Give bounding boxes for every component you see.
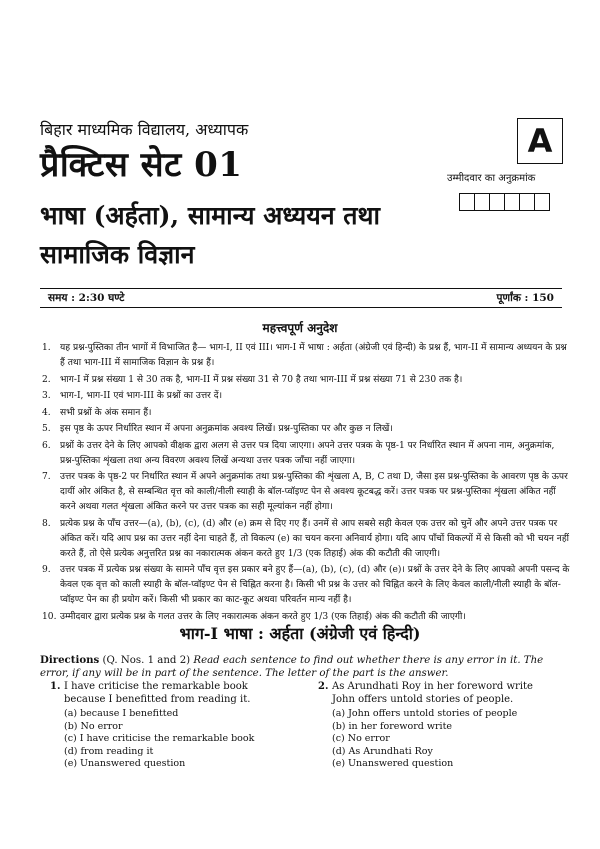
option-e: (e) Unanswered question xyxy=(332,758,454,769)
option-b: (b) in her foreword write xyxy=(332,720,453,732)
instruction-item: 10. उम्मीदवार द्वारा प्रत्येक प्रश्न के गलत उत्तर के लिए नकारात्मक अंकन करते हुए 1/3 (एक तिहाई) अंक की कटौती की जाएगी। xyxy=(42,611,466,622)
exam-time: समय : 2:30 घण्टे xyxy=(48,292,125,304)
roll-digit-box xyxy=(489,193,505,211)
option-a: (a) because I benefitted xyxy=(64,708,179,719)
option-d: (d) As Arundhati Roy xyxy=(332,745,433,757)
instruction-item: 5. इस पृष्ठ के ऊपर निर्धारित स्थान में अपना अनुक्रमांक अवश्य लिखें। प्रश्न-पुस्तिका पर और कुछ न लिखें। xyxy=(42,424,393,434)
paper-heading-line1: भाषा (अर्हता), सामान्य अध्ययन तथा xyxy=(40,201,381,230)
instruction-item: 7. उत्तर पत्रक के पृष्ठ-2 पर निर्धारित स्थान में अपने अनुक्रमांक तथा प्रश्न-पुस्तिका की शृंखला A, B, C तथा D, जैसा इस प्रश्न-पुस्तिका के आवरण पृष्ठ के ऊपर दायीं ओर अंकित है, से सम्बन्धित वृत्त को काली/नीली स्याही के बॉल-प्वॉइण्ट पेन से अवश्य कूटबद्ध करें। उत्तर पत्रक पर प्रश्न-पुस्तिका शृंखला अंकित नहीं करने अथवा गलत शृंखला अंकित करने पर उत्तर पत्रक का सही मूल्यांकन नहीं होगा। xyxy=(42,472,568,512)
exam-info-bar xyxy=(40,288,562,308)
roll-digit-box xyxy=(504,193,520,211)
exam-total-marks: पूर्णांक : 150 xyxy=(496,292,554,304)
roll-digit-box xyxy=(534,193,550,211)
question-1 xyxy=(50,681,290,771)
question-2 xyxy=(318,681,558,771)
question-options xyxy=(332,708,558,771)
instruction-item: 1. यह प्रश्न-पुस्तिका तीन भागों में विभाजित है— भाग-I, II एवं III। भाग-I में भाषा : अर्हता (अंग्रेजी एवं हिन्दी) के प्रश्न हैं, भाग-II में सामान्य अध्ययन के प्रश्न हैं तथा भाग-III में सामाजिक विज्ञान के प्रश्न हैं। xyxy=(42,343,567,368)
paper-heading-line2: सामाजिक विज्ञान xyxy=(40,240,195,269)
option-b: (b) No error xyxy=(64,720,123,732)
instructions-heading: महत्त्वपूर्ण अनुदेश xyxy=(262,321,338,335)
question-stem: I have criticise the remarkable book because I benefitted from reading it. xyxy=(64,681,251,705)
directions-text: Read each sentence to find out whether there is any error in it. The error, if any will be in part of the sentence. The letter of the part is the answer. xyxy=(40,655,544,679)
option-c: (c) I have criticise the remarkable book xyxy=(64,733,255,744)
question-number: 1. xyxy=(50,681,61,692)
directions-label: Directions xyxy=(40,654,100,666)
option-c: (c) No error xyxy=(332,733,390,744)
instruction-item: 2. भाग-I में प्रश्न संख्या 1 से 30 तक है, भाग-II में प्रश्न संख्या 31 से 70 है तथा भाग-III में प्रश्न संख्या 71 से 230 तक है। xyxy=(42,374,463,385)
question-stem: As Arundhati Roy in her foreword write John offers untold stories of people. xyxy=(332,681,533,705)
option-e: (e) Unanswered question xyxy=(64,758,186,769)
option-a: (a) John offers untold stories of people xyxy=(332,708,518,719)
option-d: (d) from reading it xyxy=(64,745,154,757)
roll-digit-box xyxy=(474,193,490,211)
directions-range: (Q. Nos. 1 and 2) xyxy=(102,655,191,666)
roll-number-boxes xyxy=(460,193,550,211)
instruction-item: 6. प्रश्नों के उत्तर देने के लिए आपको वीक्षक द्वारा अलग से उत्तर पत्र दिया जाएगा। अपने उत्तर पत्रक के पृष्ठ-1 पर निर्धारित स्थान में अपना नाम, अनुक्रमांक, प्रश्न-पुस्तिका शृंखला तथा अन्य विवरण अवश्य लिखें अन्यथा उत्तर पत्रक जाँचा नहीं जाएगा। xyxy=(42,440,555,466)
roll-digit-box xyxy=(519,193,535,211)
instruction-item: 8. प्रत्येक प्रश्न के पाँच उत्तर—(a), (b), (c), (d) और (e) क्रम से दिए गए हैं। उनमें से आप सबसे सही केवल एक उत्तर को चुनें और अपने उत्तर पत्रक पर अंकित करें। यदि आप प्रश्न का उत्तर नहीं देना चाहते हैं, तो विकल्प (e) का चयन करना अनिवार्य होगा। यदि आप पाँचों विकल्पों में से किसी को भी चयन नहीं करते हैं, तो ऐसे प्रत्येक अनुत्तरित प्रश्न का नकारात्मक अंकन करते हुए 1/3 (एक तिहाई) अंक की कटौती की जाएगी। xyxy=(42,518,570,559)
roll-number-label: उम्मीदवार का अनुक्रमांक xyxy=(447,173,536,184)
instruction-item: 4. सभी प्रश्नों के अंक समान हैं। xyxy=(42,407,152,418)
instruction-item: 9. उत्तर पत्रक में प्रत्येक प्रश्न संख्या के सामने पाँच वृत्त इस प्रकार बने हुए हैं—(a), (b), (c), (d) और (e)। प्रश्नों के उत्तर देने के लिए आपको अपनी पसन्द के केवल एक वृत्त को काली स्याही के बॉल-प्वॉइण्ट पेन से चिह्नित करना है। किसी भी प्रश्न के उत्तर को चिह्नित करने के लिए केवल काली/नीली स्याही के बॉल-प्वॉइण्ट पेन का ही प्रयोग करें। किसी भी प्रकार का काट-कूट अथवा परिवर्तन मान्य नहीं है। xyxy=(42,565,570,605)
paper-heading xyxy=(40,196,460,274)
exam-subtitle: बिहार माध्यमिक विद्यालय, अध्यापक xyxy=(40,120,249,139)
booklet-series-box: A xyxy=(517,118,563,164)
instructions-list xyxy=(40,341,570,626)
roll-digit-box xyxy=(459,193,475,211)
question-options xyxy=(64,708,290,771)
part-title: भाग-I भाषा : अर्हता (अंग्रेजी एवं हिन्दी) xyxy=(179,624,421,643)
instruction-item: 3. भाग-I, भाग-II एवं भाग-III के प्रश्नों का उत्तर दें। xyxy=(42,391,223,401)
practice-set-title: प्रैक्टिस सेट 01 xyxy=(40,145,243,185)
directions xyxy=(40,654,562,680)
question-number: 2. xyxy=(318,681,329,692)
